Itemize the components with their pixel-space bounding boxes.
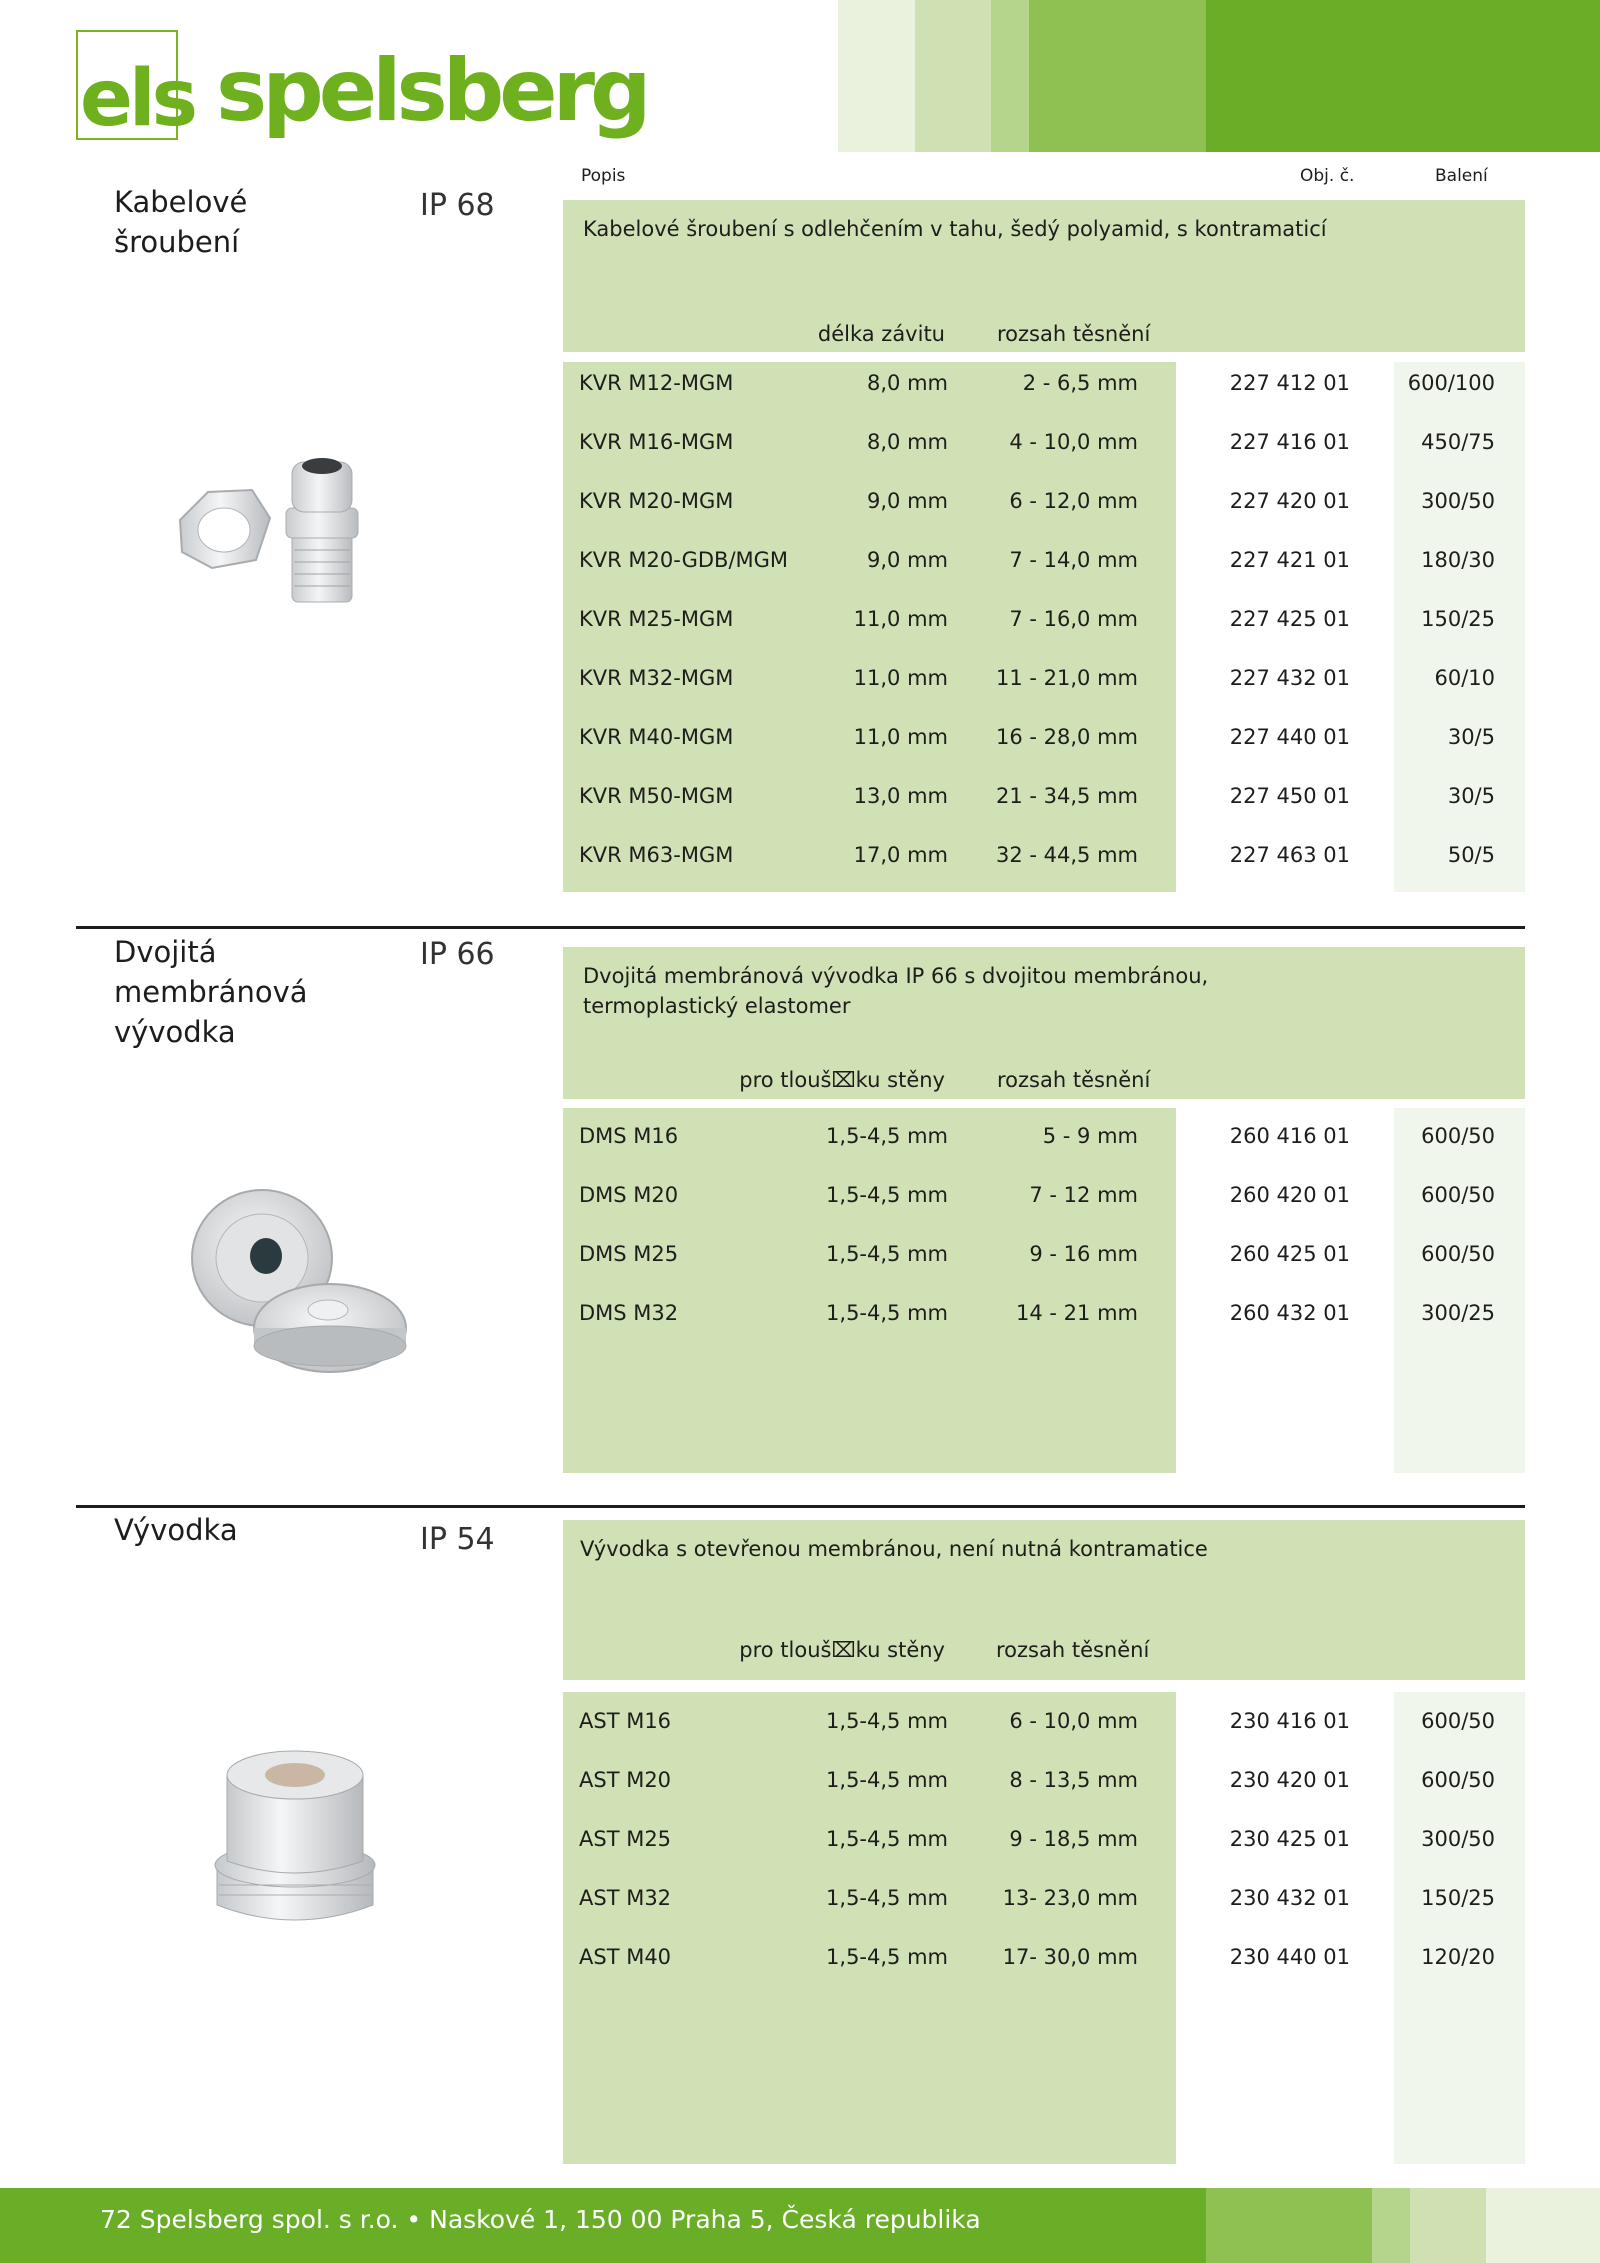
sealing-range: 8 - 13,5 mm	[1009, 1768, 1138, 1792]
table-row	[0, 776, 1600, 816]
section-title-kabelove-sroubeni: Kabelové šroubení	[114, 185, 248, 259]
spec-value: 1,5-4,5 mm	[826, 1124, 948, 1148]
spec-value: 1,5-4,5 mm	[826, 1827, 948, 1851]
order-number: 230 440 01	[1229, 1945, 1350, 1969]
order-number: 230 420 01	[1229, 1768, 1350, 1792]
header-bar-3	[991, 0, 1029, 152]
subheader-wall-thickness: pro tlouš⌧ku stěny	[739, 1638, 945, 1662]
product-name: DMS M32	[579, 1301, 679, 1325]
packing-unit: 30/5	[1447, 784, 1495, 808]
product-name: KVR M20-GDB/MGM	[579, 548, 789, 572]
description-text: Vývodka s otevřenou membránou, není nutná kontramatice	[580, 1537, 1208, 1561]
subheader-sealing-range: rozsah těsnění	[996, 1638, 1150, 1662]
product-name: DMS M25	[579, 1242, 679, 1266]
sealing-range: 7 - 16,0 mm	[1009, 607, 1138, 631]
spec-value: 11,0 mm	[853, 666, 948, 690]
packing-unit: 600/50	[1421, 1709, 1495, 1733]
sealing-range: 9 - 16 mm	[1029, 1242, 1138, 1266]
spec-value: 1,5-4,5 mm	[826, 1183, 948, 1207]
table-row	[0, 658, 1600, 698]
column-header-popis: Popis	[581, 166, 626, 186]
spec-value: 9,0 mm	[867, 489, 948, 513]
sealing-range: 2 - 6,5 mm	[1022, 371, 1138, 395]
description-text: Dvojitá membránová vývodka IP 66 s dvojitou membránou, termoplastický elastomer	[583, 964, 1209, 1018]
section-divider	[76, 1505, 1525, 1508]
packing-unit: 450/75	[1421, 430, 1495, 454]
spec-value: 9,0 mm	[867, 548, 948, 572]
cable-gland-photo	[160, 450, 400, 610]
spec-value: 17,0 mm	[853, 843, 948, 867]
sealing-range: 11 - 21,0 mm	[996, 666, 1138, 690]
spec-value: 13,0 mm	[853, 784, 948, 808]
ip-rating: IP 54	[420, 1522, 495, 1557]
order-number: 227 440 01	[1229, 725, 1350, 749]
product-name: KVR M20-MGM	[579, 489, 734, 513]
order-number: 227 450 01	[1229, 784, 1350, 808]
order-number: 227 421 01	[1229, 548, 1350, 572]
sealing-range: 7 - 12 mm	[1029, 1183, 1138, 1207]
packing-unit: 150/25	[1421, 1886, 1495, 1910]
order-number: 227 432 01	[1229, 666, 1350, 690]
section-divider	[76, 926, 1525, 929]
sealing-range: 21 - 34,5 mm	[996, 784, 1138, 808]
packing-unit: 600/50	[1421, 1242, 1495, 1266]
sealing-range: 16 - 28,0 mm	[996, 725, 1138, 749]
table-row	[0, 1116, 1600, 1156]
sealing-range: 32 - 44,5 mm	[996, 843, 1138, 867]
column-header-obj: Obj. č.	[1300, 166, 1355, 186]
product-name: AST M25	[579, 1827, 672, 1851]
table-row	[0, 717, 1600, 757]
product-name: AST M32	[579, 1886, 672, 1910]
order-number: 230 425 01	[1229, 1827, 1350, 1851]
order-number: 260 420 01	[1229, 1183, 1350, 1207]
footer-address: 72 Spelsberg spol. s r.o. • Naskové 1, 150 00 Praha 5, Česká republika	[100, 2205, 981, 2234]
double-membrane-grommet-photo	[180, 1188, 420, 1388]
packing-unit: 30/5	[1447, 725, 1495, 749]
spec-value: 8,0 mm	[867, 430, 948, 454]
order-number: 227 412 01	[1229, 371, 1350, 395]
order-number: 260 425 01	[1229, 1242, 1350, 1266]
spec-value: 8,0 mm	[867, 371, 948, 395]
packing-unit: 60/10	[1434, 666, 1495, 690]
header-bar-2	[915, 0, 991, 152]
packing-unit: 180/30	[1421, 548, 1495, 572]
sealing-range: 13- 23,0 mm	[1002, 1886, 1138, 1910]
packing-column-bg	[1394, 1108, 1525, 1473]
sealing-range: 6 - 12,0 mm	[1009, 489, 1138, 513]
table-row	[0, 363, 1600, 403]
product-name: KVR M40-MGM	[579, 725, 734, 749]
packing-unit: 150/25	[1421, 607, 1495, 631]
spec-value: 1,5-4,5 mm	[826, 1886, 948, 1910]
spec-value: 11,0 mm	[853, 725, 948, 749]
subheader-sealing-range: rozsah těsnění	[997, 1068, 1151, 1092]
subheader-thread-length: délka závitu	[817, 322, 945, 346]
sealing-range: 14 - 21 mm	[1016, 1301, 1138, 1325]
sealing-range: 17- 30,0 mm	[1002, 1945, 1138, 1969]
table-body-bg	[563, 1108, 1176, 1473]
logo-mark: els	[80, 54, 195, 144]
subheader-wall-thickness: pro tlouš⌧ku stěny	[739, 1068, 945, 1092]
product-name: KVR M32-MGM	[579, 666, 734, 690]
packing-unit: 600/50	[1421, 1183, 1495, 1207]
packing-unit: 600/100	[1407, 371, 1495, 395]
section-title-vyvodka: Vývodka	[114, 1513, 238, 1547]
order-number: 230 432 01	[1229, 1886, 1350, 1910]
product-name: DMS M16	[579, 1124, 679, 1148]
product-name: KVR M12-MGM	[579, 371, 734, 395]
product-name: KVR M50-MGM	[579, 784, 734, 808]
description-text: Kabelové šroubení s odlehčením v tahu, šedý polyamid, s kontramaticí	[583, 217, 1327, 241]
header-bar-5	[1206, 0, 1600, 152]
header-bar-1	[838, 0, 915, 152]
packing-unit: 300/25	[1421, 1301, 1495, 1325]
sealing-range: 6 - 10,0 mm	[1009, 1709, 1138, 1733]
product-name: KVR M63-MGM	[579, 843, 734, 867]
ip-rating: IP 68	[420, 188, 495, 223]
product-name: KVR M25-MGM	[579, 607, 734, 631]
sealing-range: 7 - 14,0 mm	[1009, 548, 1138, 572]
order-number: 227 463 01	[1229, 843, 1350, 867]
spec-value: 1,5-4,5 mm	[826, 1768, 948, 1792]
packing-unit: 600/50	[1421, 1768, 1495, 1792]
sealing-range: 9 - 18,5 mm	[1009, 1827, 1138, 1851]
spec-value: 1,5-4,5 mm	[826, 1301, 948, 1325]
spec-value: 11,0 mm	[853, 607, 948, 631]
order-number: 227 425 01	[1229, 607, 1350, 631]
open-membrane-grommet-photo	[205, 1735, 385, 1925]
spec-value: 1,5-4,5 mm	[826, 1242, 948, 1266]
product-name: DMS M20	[579, 1183, 679, 1207]
column-header-baleni: Balení	[1435, 166, 1488, 186]
order-number: 227 420 01	[1229, 489, 1350, 513]
product-name: AST M20	[579, 1768, 672, 1792]
spec-value: 1,5-4,5 mm	[826, 1709, 948, 1733]
product-name: AST M16	[579, 1709, 672, 1733]
spec-value: 1,5-4,5 mm	[826, 1945, 948, 1969]
subheader-sealing-range: rozsah těsnění	[997, 322, 1151, 346]
sealing-range: 4 - 10,0 mm	[1009, 430, 1138, 454]
order-number: 260 432 01	[1229, 1301, 1350, 1325]
product-name: AST M40	[579, 1945, 672, 1969]
packing-unit: 120/20	[1421, 1945, 1495, 1969]
table-row	[0, 1937, 1600, 1977]
product-name: KVR M16-MGM	[579, 430, 734, 454]
packing-unit: 300/50	[1421, 489, 1495, 513]
packing-unit: 50/5	[1447, 843, 1495, 867]
table-row	[0, 835, 1600, 875]
section-title-dvojita-membranova-vyvodka: Dvojitá membránová vývodka	[114, 935, 308, 1049]
logo-wordmark: spelsberg	[216, 41, 647, 141]
packing-unit: 600/50	[1421, 1124, 1495, 1148]
order-number: 260 416 01	[1229, 1124, 1350, 1148]
sealing-range: 5 - 9 mm	[1042, 1124, 1138, 1148]
ip-rating: IP 66	[420, 937, 495, 972]
packing-unit: 300/50	[1421, 1827, 1495, 1851]
order-number: 230 416 01	[1229, 1709, 1350, 1733]
header-bar-4	[1029, 0, 1206, 152]
order-number: 227 416 01	[1229, 430, 1350, 454]
